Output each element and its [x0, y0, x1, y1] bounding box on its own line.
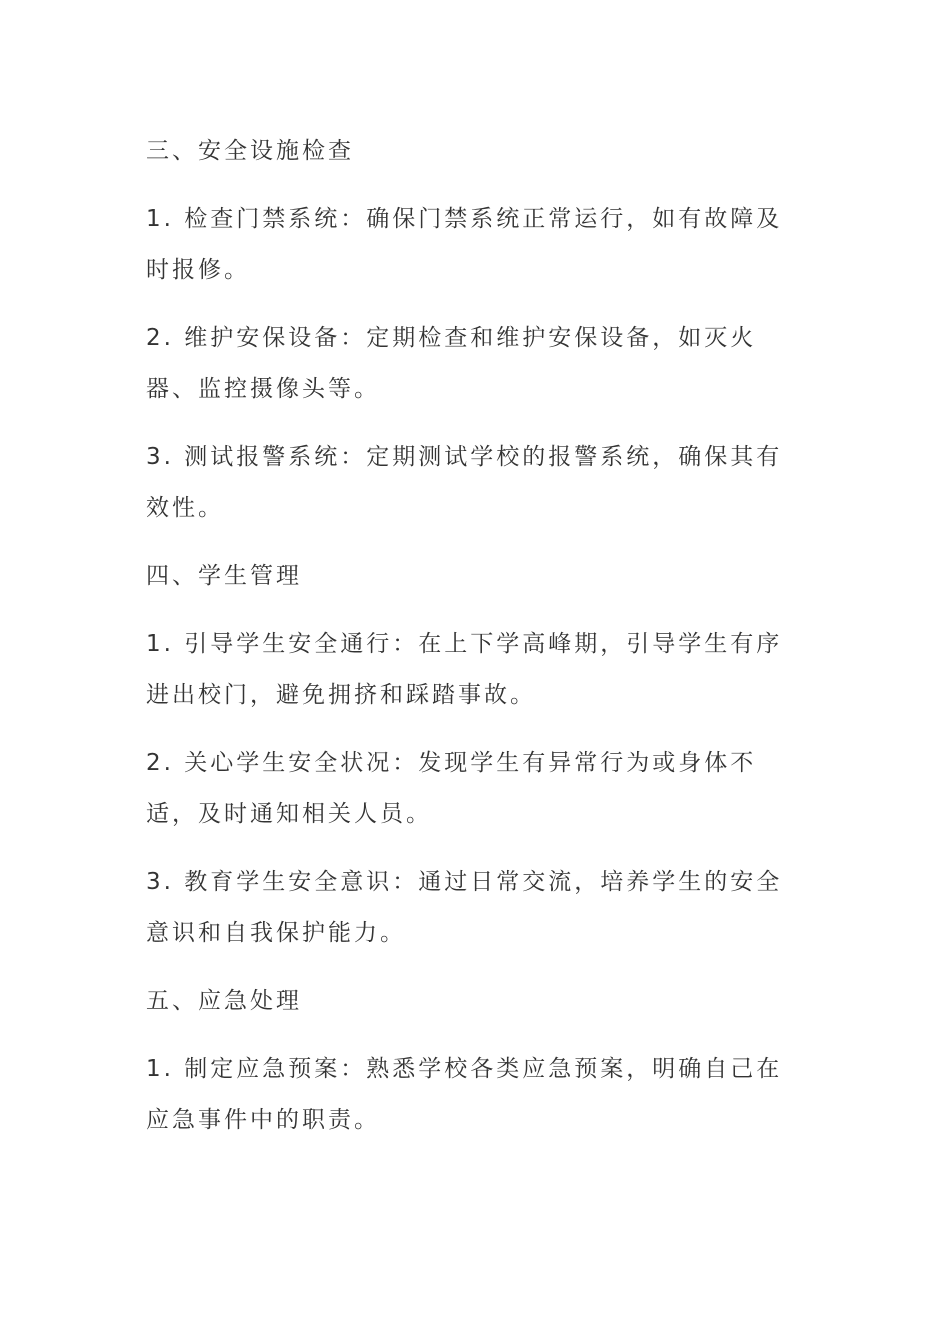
document-body — [146, 126, 806, 1163]
section-heading-students: 四、学生管理 — [146, 563, 302, 589]
item-alarm-system: 3. 测试报警系统：定期测试学校的报警系统，确保其有效性。 — [146, 444, 783, 521]
item-security-equipment: 2. 维护安保设备：定期检查和维护安保设备，如灭火器、监控摄像头等。 — [146, 325, 757, 402]
item-emergency-plan: 1. 制定应急预案：熟悉学校各类应急预案，明确自己在应急事件中的职责。 — [146, 1056, 783, 1133]
section-heading-facilities: 三、安全设施检查 — [146, 138, 354, 164]
item-safety-education: 3. 教育学生安全意识：通过日常交流，培养学生的安全意识和自我保护能力。 — [146, 869, 783, 946]
item-student-safety: 2. 关心学生安全状况：发现学生有异常行为或身体不适，及时通知相关人员。 — [146, 750, 757, 827]
item-access-control: 1. 检查门禁系统：确保门禁系统正常运行，如有故障及时报修。 — [146, 206, 783, 283]
item-guide-students: 1. 引导学生安全通行：在上下学高峰期，引导学生有序进出校门，避免拥挤和踩踏事故。 — [146, 631, 783, 708]
section-heading-emergency: 五、应急处理 — [146, 988, 302, 1014]
